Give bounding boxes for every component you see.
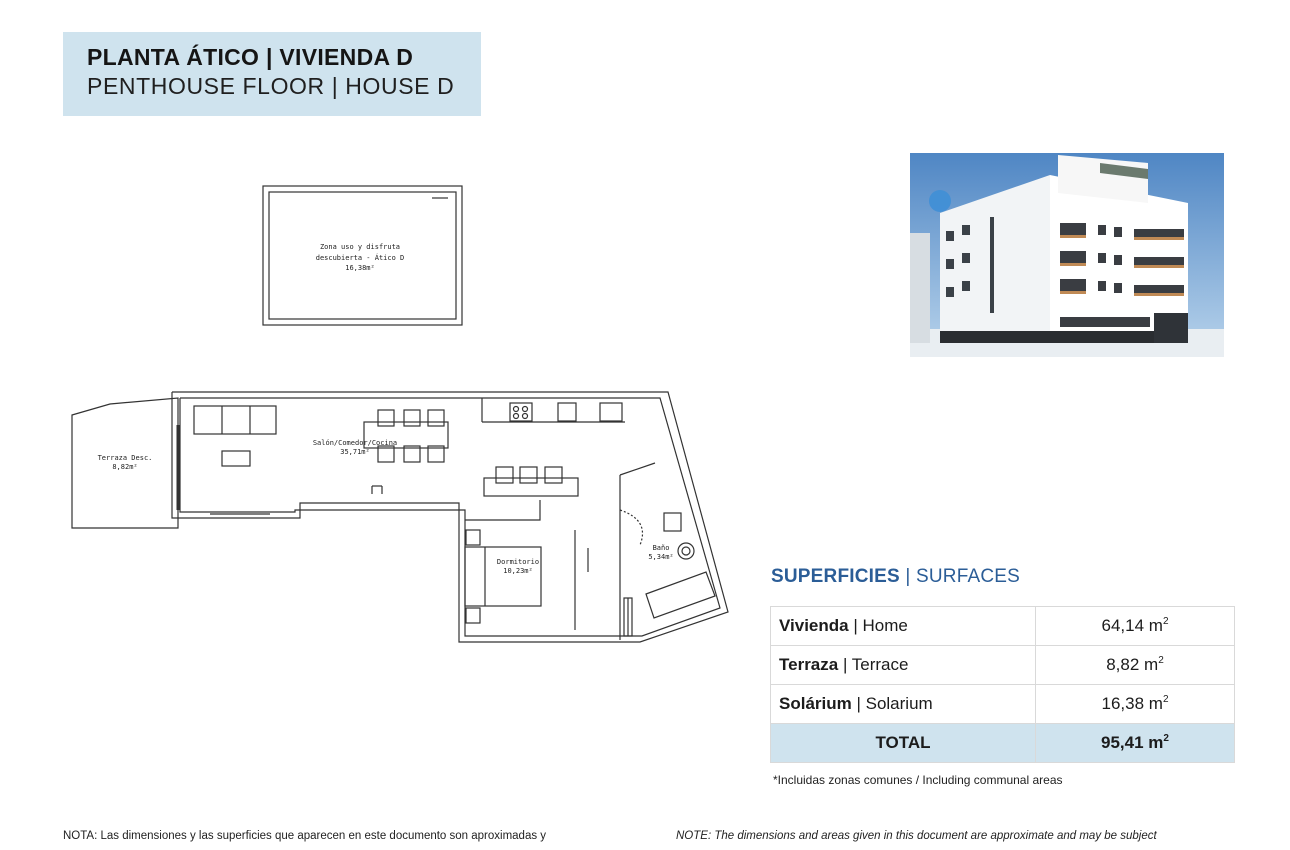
table-row — [771, 685, 1235, 724]
total-label: TOTAL — [771, 724, 1036, 763]
row-value-sup: 2 — [1162, 694, 1169, 705]
solarium-label-area: 16,38m² — [345, 264, 375, 272]
surfaces-title — [771, 566, 1020, 588]
title-spanish: PLANTA ÁTICO | VIVIENDA D — [87, 44, 414, 70]
terrace-label: Terraza Desc. — [97, 454, 153, 462]
total-value-text: 95,41 m — [1101, 733, 1164, 752]
row-value — [1036, 646, 1235, 685]
row-value-text: 16,38 m — [1101, 694, 1163, 713]
dining-table — [364, 422, 448, 448]
row-label-rest: | Home — [848, 616, 908, 635]
row-value-sup: 2 — [1158, 655, 1164, 666]
row-label — [771, 646, 1036, 685]
row-value — [1036, 607, 1235, 646]
bed — [465, 547, 541, 606]
solarium-label-line1: Zona uso y disfruta — [319, 243, 401, 251]
row-label-rest: | Solarium — [851, 694, 933, 713]
solarium-outline — [263, 186, 462, 325]
row-label-bold: Vivienda — [779, 616, 849, 635]
terrace-outline — [72, 398, 178, 528]
row-label — [771, 607, 1036, 646]
solarium-inner — [269, 192, 456, 319]
note-spanish: NOTA: Las dimensiones y las superficies que aparecen en este documento son aproximadas y — [63, 830, 547, 842]
row-value-text: 8,82 m — [1106, 655, 1159, 674]
bedroom-label-area: 10,23m² — [503, 567, 533, 575]
surfaces-title-rest: | SURFACES — [899, 566, 1021, 587]
note-english: NOTE: The dimensions and areas given in this document are approximate and may be subject — [676, 830, 1157, 842]
bath-label-area: 5,34m² — [648, 553, 674, 561]
communal-areas-footnote: *Incluidas zonas comunes / Including communal areas — [773, 773, 1063, 787]
bath-sink — [664, 513, 681, 531]
building-render — [910, 153, 1224, 357]
surfaces-table — [770, 606, 1235, 763]
cooktop — [510, 403, 532, 421]
kitchen-island — [484, 478, 578, 496]
kitchen-sink — [558, 403, 576, 421]
total-value — [1036, 724, 1235, 763]
solarium-label-line2: descubierta - Ático D — [315, 254, 405, 262]
table-row — [771, 646, 1235, 685]
terrace-label-area: 8,82m² — [112, 463, 138, 471]
unit-marker-icon — [929, 190, 951, 212]
total-row — [771, 724, 1235, 763]
title-box — [63, 32, 481, 116]
row-label-bold: Terraza — [779, 655, 839, 674]
row-value-text: 64,14 m — [1101, 616, 1163, 635]
row-value — [1036, 685, 1235, 724]
row-label-rest: | Terrace — [838, 655, 909, 674]
title-english: PENTHOUSE FLOOR | HOUSE D — [87, 73, 455, 99]
total-value-sup: 2 — [1163, 733, 1169, 744]
bath-label: Baño — [652, 544, 670, 552]
row-label — [771, 685, 1036, 724]
living-label-area: 35,71m² — [340, 448, 370, 456]
row-value-sup: 2 — [1162, 616, 1169, 627]
table-row — [771, 607, 1235, 646]
apartment-outer-wall — [172, 392, 728, 642]
bedroom-label: Dormitorio — [496, 558, 540, 566]
sofa — [194, 406, 276, 434]
surfaces-title-bold: SUPERFICIES — [771, 566, 900, 587]
row-label-bold: Solárium — [779, 694, 852, 713]
living-label: Salón/Comedor/Cocina — [312, 439, 398, 447]
shower — [646, 572, 715, 618]
